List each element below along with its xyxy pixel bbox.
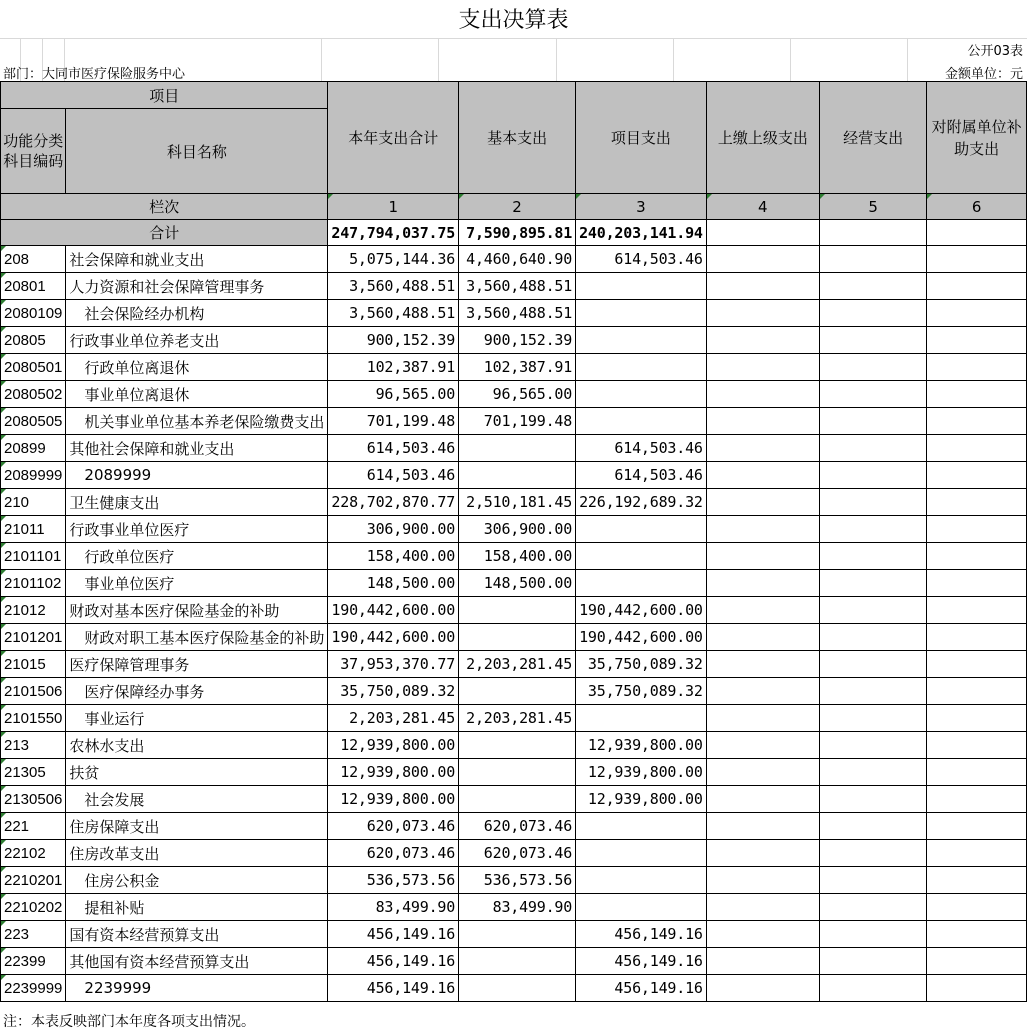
column-number: 3 (576, 194, 707, 220)
row-col5 (819, 786, 926, 813)
row-col4 (706, 489, 819, 516)
row-col1: 456,149.16 (328, 921, 459, 948)
row-col4 (706, 705, 819, 732)
row-col3 (576, 354, 707, 381)
row-col4 (706, 867, 819, 894)
row-col4 (706, 327, 819, 354)
row-col2 (459, 597, 576, 624)
column-number: 1 (328, 194, 459, 220)
table-row (1, 894, 1027, 921)
row-name: 国有资本经营预算支出 (66, 921, 328, 948)
row-name: 其他社会保障和就业支出 (66, 435, 328, 462)
table-row (1, 651, 1027, 678)
row-col3: 12,939,800.00 (576, 732, 707, 759)
row-col6 (927, 246, 1027, 273)
total-col4 (706, 220, 819, 246)
row-code: 2101506 (1, 678, 66, 705)
row-name: 事业单位医疗 (66, 570, 328, 597)
row-col3: 35,750,089.32 (576, 678, 707, 705)
row-col2: 2,203,281.45 (459, 705, 576, 732)
row-col5 (819, 597, 926, 624)
row-col1: 306,900.00 (328, 516, 459, 543)
row-code: 21011 (1, 516, 66, 543)
row-col1: 12,939,800.00 (328, 786, 459, 813)
table-row (1, 327, 1027, 354)
total-col2: 7,590,895.81 (459, 220, 576, 246)
row-code: 2210201 (1, 867, 66, 894)
row-col4 (706, 678, 819, 705)
footnote: 注：本表反映部门本年度各项支出情况。 (3, 1014, 255, 1030)
row-col4 (706, 246, 819, 273)
row-col1: 12,939,800.00 (328, 759, 459, 786)
row-col2: 158,400.00 (459, 543, 576, 570)
table-row (1, 597, 1027, 624)
expenditure-table (0, 81, 1027, 1002)
row-col1: 614,503.46 (328, 435, 459, 462)
row-col4 (706, 273, 819, 300)
row-col3 (576, 894, 707, 921)
table-code: 公开03表 (967, 44, 1023, 59)
table-row (1, 435, 1027, 462)
row-code: 21305 (1, 759, 66, 786)
column-number: 2 (459, 194, 576, 220)
row-code: 2210202 (1, 894, 66, 921)
row-col3 (576, 327, 707, 354)
row-col6 (927, 921, 1027, 948)
row-col4 (706, 516, 819, 543)
row-col2: 2,203,281.45 (459, 651, 576, 678)
row-col5 (819, 489, 926, 516)
row-col3 (576, 300, 707, 327)
row-col6 (927, 840, 1027, 867)
row-col2 (459, 732, 576, 759)
row-col5 (819, 705, 926, 732)
row-name: 机关事业单位基本养老保险缴费支出 (66, 408, 328, 435)
row-col5 (819, 543, 926, 570)
row-code: 208 (1, 246, 66, 273)
row-col1: 3,560,488.51 (328, 273, 459, 300)
table-row (1, 381, 1027, 408)
row-name: 行政单位离退休 (66, 354, 328, 381)
row-col2: 3,560,488.51 (459, 300, 576, 327)
row-name: 财政对职工基本医疗保险基金的补助 (66, 624, 328, 651)
grid-divider (673, 38, 674, 81)
row-col3 (576, 705, 707, 732)
table-row (1, 840, 1027, 867)
header-item: 项目 (1, 82, 328, 109)
row-code: 2101550 (1, 705, 66, 732)
row-col1: 102,387.91 (328, 354, 459, 381)
row-name: 社会发展 (66, 786, 328, 813)
header-col5: 经营支出 (819, 82, 926, 194)
row-col1: 158,400.00 (328, 543, 459, 570)
row-code: 21015 (1, 651, 66, 678)
row-col1: 190,442,600.00 (328, 597, 459, 624)
row-name: 医疗保障管理事务 (66, 651, 328, 678)
page-title: 支出决算表 (458, 8, 569, 33)
row-col2: 536,573.56 (459, 867, 576, 894)
row-col6 (927, 786, 1027, 813)
row-col2 (459, 921, 576, 948)
row-col1: 620,073.46 (328, 840, 459, 867)
row-col5 (819, 624, 926, 651)
grid-divider (556, 38, 557, 81)
row-col6 (927, 462, 1027, 489)
table-row (1, 732, 1027, 759)
row-col2: 102,387.91 (459, 354, 576, 381)
row-col5 (819, 435, 926, 462)
table-row (1, 462, 1027, 489)
row-code: 21012 (1, 597, 66, 624)
row-col1: 148,500.00 (328, 570, 459, 597)
row-code: 2101102 (1, 570, 66, 597)
row-col3: 614,503.46 (576, 246, 707, 273)
row-col4 (706, 921, 819, 948)
row-col5 (819, 759, 926, 786)
row-col1: 456,149.16 (328, 975, 459, 1002)
table-row (1, 354, 1027, 381)
row-col6 (927, 651, 1027, 678)
header-col4: 上缴上级支出 (706, 82, 819, 194)
row-col4 (706, 624, 819, 651)
table-row (1, 543, 1027, 570)
row-col5 (819, 840, 926, 867)
row-col3: 12,939,800.00 (576, 759, 707, 786)
row-col2: 620,073.46 (459, 840, 576, 867)
row-col4 (706, 381, 819, 408)
row-code: 22102 (1, 840, 66, 867)
row-col6 (927, 516, 1027, 543)
row-col3: 35,750,089.32 (576, 651, 707, 678)
row-col5 (819, 408, 926, 435)
row-col3 (576, 516, 707, 543)
row-col1: 701,199.48 (328, 408, 459, 435)
row-col1: 37,953,370.77 (328, 651, 459, 678)
row-col2 (459, 462, 576, 489)
row-col6 (927, 948, 1027, 975)
table-row (1, 624, 1027, 651)
grid-divider (907, 38, 908, 81)
row-name: 住房改革支出 (66, 840, 328, 867)
row-col6 (927, 381, 1027, 408)
column-number: 5 (819, 194, 926, 220)
row-name: 农林水支出 (66, 732, 328, 759)
row-col6 (927, 300, 1027, 327)
total-col5 (819, 220, 926, 246)
table-row (1, 813, 1027, 840)
row-col3 (576, 867, 707, 894)
row-col2 (459, 975, 576, 1002)
row-col4 (706, 354, 819, 381)
table-row (1, 246, 1027, 273)
row-code: 213 (1, 732, 66, 759)
row-col4 (706, 786, 819, 813)
row-col3: 190,442,600.00 (576, 624, 707, 651)
table-row (1, 867, 1027, 894)
row-name: 住房公积金 (66, 867, 328, 894)
row-code: 2089999 (1, 462, 66, 489)
row-col4 (706, 462, 819, 489)
row-col5 (819, 975, 926, 1002)
row-col3 (576, 840, 707, 867)
row-col4 (706, 894, 819, 921)
row-col2: 2,510,181.45 (459, 489, 576, 516)
row-col1: 228,702,870.77 (328, 489, 459, 516)
row-name: 提租补贴 (66, 894, 328, 921)
header-col6: 对附属单位补助支出 (927, 82, 1027, 194)
row-col1: 456,149.16 (328, 948, 459, 975)
row-col4 (706, 948, 819, 975)
row-col1: 536,573.56 (328, 867, 459, 894)
row-col5 (819, 678, 926, 705)
row-col5 (819, 300, 926, 327)
row-col4 (706, 759, 819, 786)
row-code: 20899 (1, 435, 66, 462)
row-name: 住房保障支出 (66, 813, 328, 840)
row-col4 (706, 543, 819, 570)
row-code: 22399 (1, 948, 66, 975)
row-name: 行政事业单位医疗 (66, 516, 328, 543)
table-row (1, 759, 1027, 786)
row-col1: 2,203,281.45 (328, 705, 459, 732)
row-col5 (819, 570, 926, 597)
row-col4 (706, 435, 819, 462)
column-number: 4 (706, 194, 819, 220)
row-col3: 12,939,800.00 (576, 786, 707, 813)
table-row (1, 975, 1027, 1002)
row-name: 社会保险经办机构 (66, 300, 328, 327)
table-row (1, 408, 1027, 435)
department-label: 部门：大同市医疗保险服务中心 (3, 67, 186, 82)
row-col6 (927, 732, 1027, 759)
row-code: 2101201 (1, 624, 66, 651)
header-col1: 本年支出合计 (328, 82, 459, 194)
row-col3: 614,503.46 (576, 435, 707, 462)
row-col1: 614,503.46 (328, 462, 459, 489)
row-col6 (927, 813, 1027, 840)
grid-divider (790, 38, 791, 81)
row-col6 (927, 894, 1027, 921)
row-col2: 83,499.90 (459, 894, 576, 921)
row-col2: 620,073.46 (459, 813, 576, 840)
header-col2: 基本支出 (459, 82, 576, 194)
grid-divider (0, 38, 1027, 39)
row-col5 (819, 921, 926, 948)
row-col5 (819, 354, 926, 381)
row-col1: 5,075,144.36 (328, 246, 459, 273)
row-col3: 614,503.46 (576, 462, 707, 489)
row-col4 (706, 813, 819, 840)
row-name: 卫生健康支出 (66, 489, 328, 516)
row-name: 事业运行 (66, 705, 328, 732)
row-col6 (927, 354, 1027, 381)
table-row (1, 705, 1027, 732)
row-code: 210 (1, 489, 66, 516)
row-col6 (927, 543, 1027, 570)
row-name: 事业单位离退休 (66, 381, 328, 408)
row-code: 20801 (1, 273, 66, 300)
row-col3: 226,192,689.32 (576, 489, 707, 516)
row-col2 (459, 948, 576, 975)
row-code: 2239999 (1, 975, 66, 1002)
row-name: 行政事业单位养老支出 (66, 327, 328, 354)
row-col6 (927, 435, 1027, 462)
total-col1: 247,794,037.75 (328, 220, 459, 246)
row-col5 (819, 327, 926, 354)
row-col6 (927, 624, 1027, 651)
row-name: 其他国有资本经营预算支出 (66, 948, 328, 975)
row-col5 (819, 894, 926, 921)
row-col3 (576, 408, 707, 435)
row-name: 社会保障和就业支出 (66, 246, 328, 273)
row-col4 (706, 300, 819, 327)
unit-label: 金额单位：元 (944, 67, 1023, 82)
row-name: 财政对基本医疗保险基金的补助 (66, 597, 328, 624)
row-code: 20805 (1, 327, 66, 354)
row-col3: 456,149.16 (576, 921, 707, 948)
row-name: 人力资源和社会保障管理事务 (66, 273, 328, 300)
row-col3 (576, 570, 707, 597)
row-code: 2080109 (1, 300, 66, 327)
total-col3: 240,203,141.94 (576, 220, 707, 246)
row-col6 (927, 867, 1027, 894)
column-number: 6 (927, 194, 1027, 220)
row-col2 (459, 624, 576, 651)
table-row (1, 948, 1027, 975)
row-code: 2080502 (1, 381, 66, 408)
row-col1: 96,565.00 (328, 381, 459, 408)
row-col3: 190,442,600.00 (576, 597, 707, 624)
row-col3: 456,149.16 (576, 948, 707, 975)
total-label: 合计 (1, 220, 328, 246)
row-col5 (819, 867, 926, 894)
table-row (1, 489, 1027, 516)
row-col5 (819, 246, 926, 273)
row-col1: 3,560,488.51 (328, 300, 459, 327)
row-col5 (819, 651, 926, 678)
row-col4 (706, 651, 819, 678)
table-row (1, 516, 1027, 543)
header-subject-name: 科目名称 (66, 109, 328, 194)
row-code: 221 (1, 813, 66, 840)
grid-divider (438, 38, 439, 81)
row-name: 扶贫 (66, 759, 328, 786)
row-col3 (576, 381, 707, 408)
row-col4 (706, 408, 819, 435)
row-col2: 3,560,488.51 (459, 273, 576, 300)
row-code: 223 (1, 921, 66, 948)
row-col2: 900,152.39 (459, 327, 576, 354)
table-row (1, 921, 1027, 948)
row-col6 (927, 759, 1027, 786)
row-col5 (819, 948, 926, 975)
row-col2: 96,565.00 (459, 381, 576, 408)
row-col5 (819, 273, 926, 300)
row-col3: 456,149.16 (576, 975, 707, 1002)
row-col6 (927, 570, 1027, 597)
row-col2: 4,460,640.90 (459, 246, 576, 273)
row-col1: 35,750,089.32 (328, 678, 459, 705)
header-col3: 项目支出 (576, 82, 707, 194)
total-col6 (927, 220, 1027, 246)
row-col6 (927, 597, 1027, 624)
table-row (1, 570, 1027, 597)
row-name: 2239999 (66, 975, 328, 1002)
row-col5 (819, 516, 926, 543)
row-col5 (819, 462, 926, 489)
row-col6 (927, 489, 1027, 516)
row-col6 (927, 408, 1027, 435)
row-number-label: 栏次 (1, 194, 328, 220)
row-col6 (927, 705, 1027, 732)
table-row (1, 300, 1027, 327)
row-col1: 190,442,600.00 (328, 624, 459, 651)
row-col2: 148,500.00 (459, 570, 576, 597)
row-col2 (459, 435, 576, 462)
row-name: 行政单位医疗 (66, 543, 328, 570)
row-col3 (576, 273, 707, 300)
row-code: 2080501 (1, 354, 66, 381)
table-row (1, 273, 1027, 300)
row-col2 (459, 678, 576, 705)
row-col1: 12,939,800.00 (328, 732, 459, 759)
row-name: 2089999 (66, 462, 328, 489)
row-col5 (819, 732, 926, 759)
row-col6 (927, 678, 1027, 705)
row-col4 (706, 840, 819, 867)
row-col2: 701,199.48 (459, 408, 576, 435)
table-row (1, 786, 1027, 813)
row-col5 (819, 813, 926, 840)
row-col2: 306,900.00 (459, 516, 576, 543)
row-name: 医疗保障经办事务 (66, 678, 328, 705)
row-col6 (927, 327, 1027, 354)
row-col4 (706, 597, 819, 624)
row-col2 (459, 786, 576, 813)
row-col3 (576, 543, 707, 570)
grid-divider (321, 38, 322, 81)
row-col4 (706, 975, 819, 1002)
table-row (1, 678, 1027, 705)
row-col4 (706, 570, 819, 597)
row-col1: 900,152.39 (328, 327, 459, 354)
row-col5 (819, 381, 926, 408)
row-col3 (576, 813, 707, 840)
row-col1: 83,499.90 (328, 894, 459, 921)
row-col1: 620,073.46 (328, 813, 459, 840)
header-func-code: 功能分类科目编码 (1, 109, 66, 194)
row-code: 2080505 (1, 408, 66, 435)
row-col6 (927, 975, 1027, 1002)
row-col4 (706, 732, 819, 759)
row-code: 2130506 (1, 786, 66, 813)
row-code: 2101101 (1, 543, 66, 570)
row-col6 (927, 273, 1027, 300)
row-col2 (459, 759, 576, 786)
